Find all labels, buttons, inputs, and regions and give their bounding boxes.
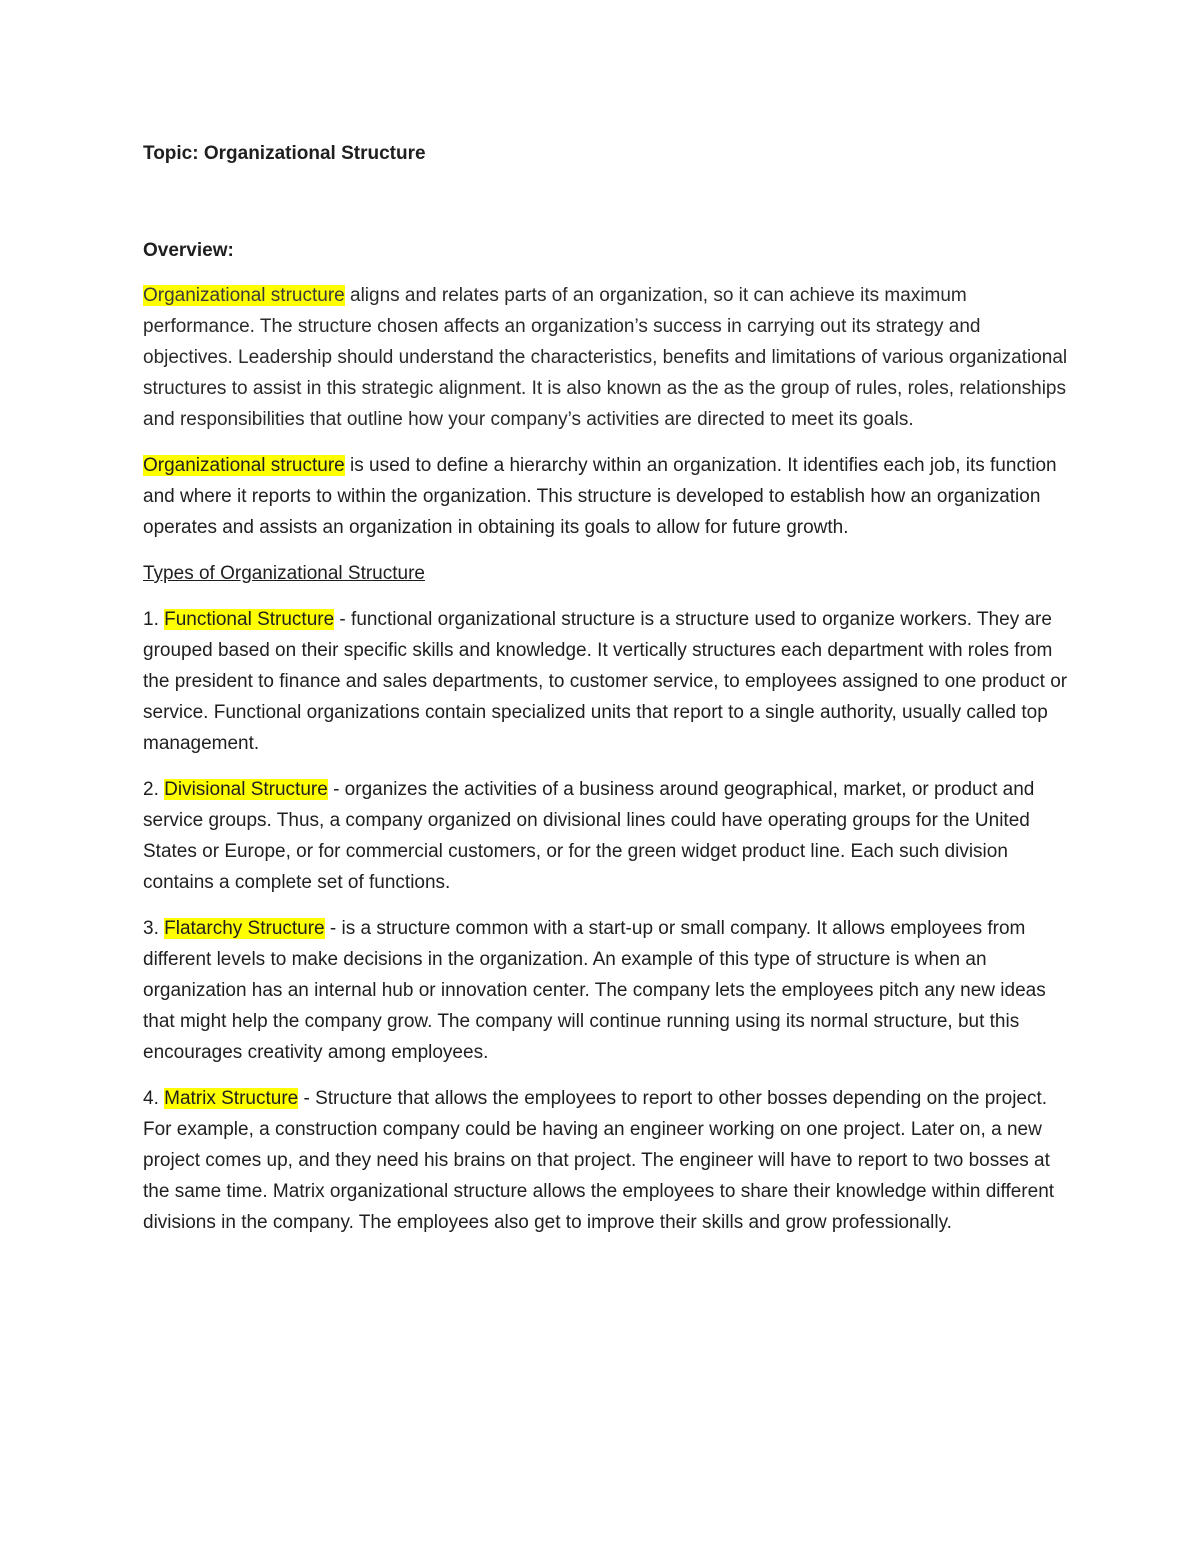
highlighted-term: Organizational structure <box>143 455 345 476</box>
type-number: 3. <box>143 918 165 939</box>
type-item-matrix <box>143 1083 1073 1238</box>
type-item-flatarchy <box>143 913 1073 1068</box>
types-heading: Types of Organizational Structure <box>143 563 425 584</box>
paragraph-text: is used to define a hierarchy within an organization. It identifies each job, its function and where it reports to within the organization. This structure is developed to establish how an organization operates and assists an organization in obtaining its goals to allow for future growth. <box>143 455 1057 538</box>
type-description: - organizes the activities of a business around geographical, market, or product and service groups. Thus, a company organized on divisional lines could have operating groups for the United States or Europe, or for commercial customers, or for the green widget product line. Each such division contains a complete set of functions. <box>143 779 1035 893</box>
type-number: 1. <box>143 609 165 630</box>
type-name: Divisional Structure <box>164 779 328 800</box>
type-name: Functional Structure <box>164 609 335 630</box>
type-number: 2. <box>143 779 165 800</box>
type-item-divisional <box>143 774 1073 898</box>
overview-heading: Overview: <box>143 240 234 261</box>
overview-paragraph-1 <box>143 280 1073 435</box>
document-page <box>143 138 1073 1238</box>
type-item-functional <box>143 604 1073 759</box>
type-name: Matrix Structure <box>164 1088 299 1109</box>
type-description: - functional organizational structure is a structure used to organize workers. They are grouped based on their specific skills and knowledge. It vertically structures each department with roles from the president to finance and sales departments, to customer service, to employees assigned to one product or service. Functional organizations contain specialized units that report to a single authority, usually called top management. <box>143 609 1068 754</box>
document-title: Topic: Organizational Structure <box>143 143 426 164</box>
type-description: - Structure that allows the employees to report to other bosses depending on the project. For example, a construction company could be having an engineer working on one project. Later on, a new project comes up, and they need his brains on that project. The engineer will have to report to two bosses at the same time. Matrix organizational structure allows the employees to share their knowledge within different divisions in the company. The employees also get to improve their skills and grow professionally. <box>143 1088 1055 1233</box>
type-description: - is a structure common with a start-up or small company. It allows employees from different levels to make decisions in the organization. An example of this type of structure is when an organization has an internal hub or innovation center. The company lets the employees pitch any new ideas that might help the company grow. The company will continue running using its normal structure, but this encourages creativity among employees. <box>143 918 1046 1063</box>
type-number: 4. <box>143 1088 165 1109</box>
paragraph-text: aligns and relates parts of an organization, so it can achieve its maximum performance. The structure chosen affects an organization’s success in carrying out its strategy and objectives. Leadership should understand the characteristics, benefits and limitations of various organizational structures to assist in this strategic alignment. It is also known as the as the group of rules, roles, relationships and responsibilities that outline how your company’s activities are directed to meet its goals. <box>143 285 1068 430</box>
highlighted-term: Organizational structure <box>143 285 345 306</box>
overview-paragraph-2 <box>143 450 1073 543</box>
type-name: Flatarchy Structure <box>164 918 325 939</box>
